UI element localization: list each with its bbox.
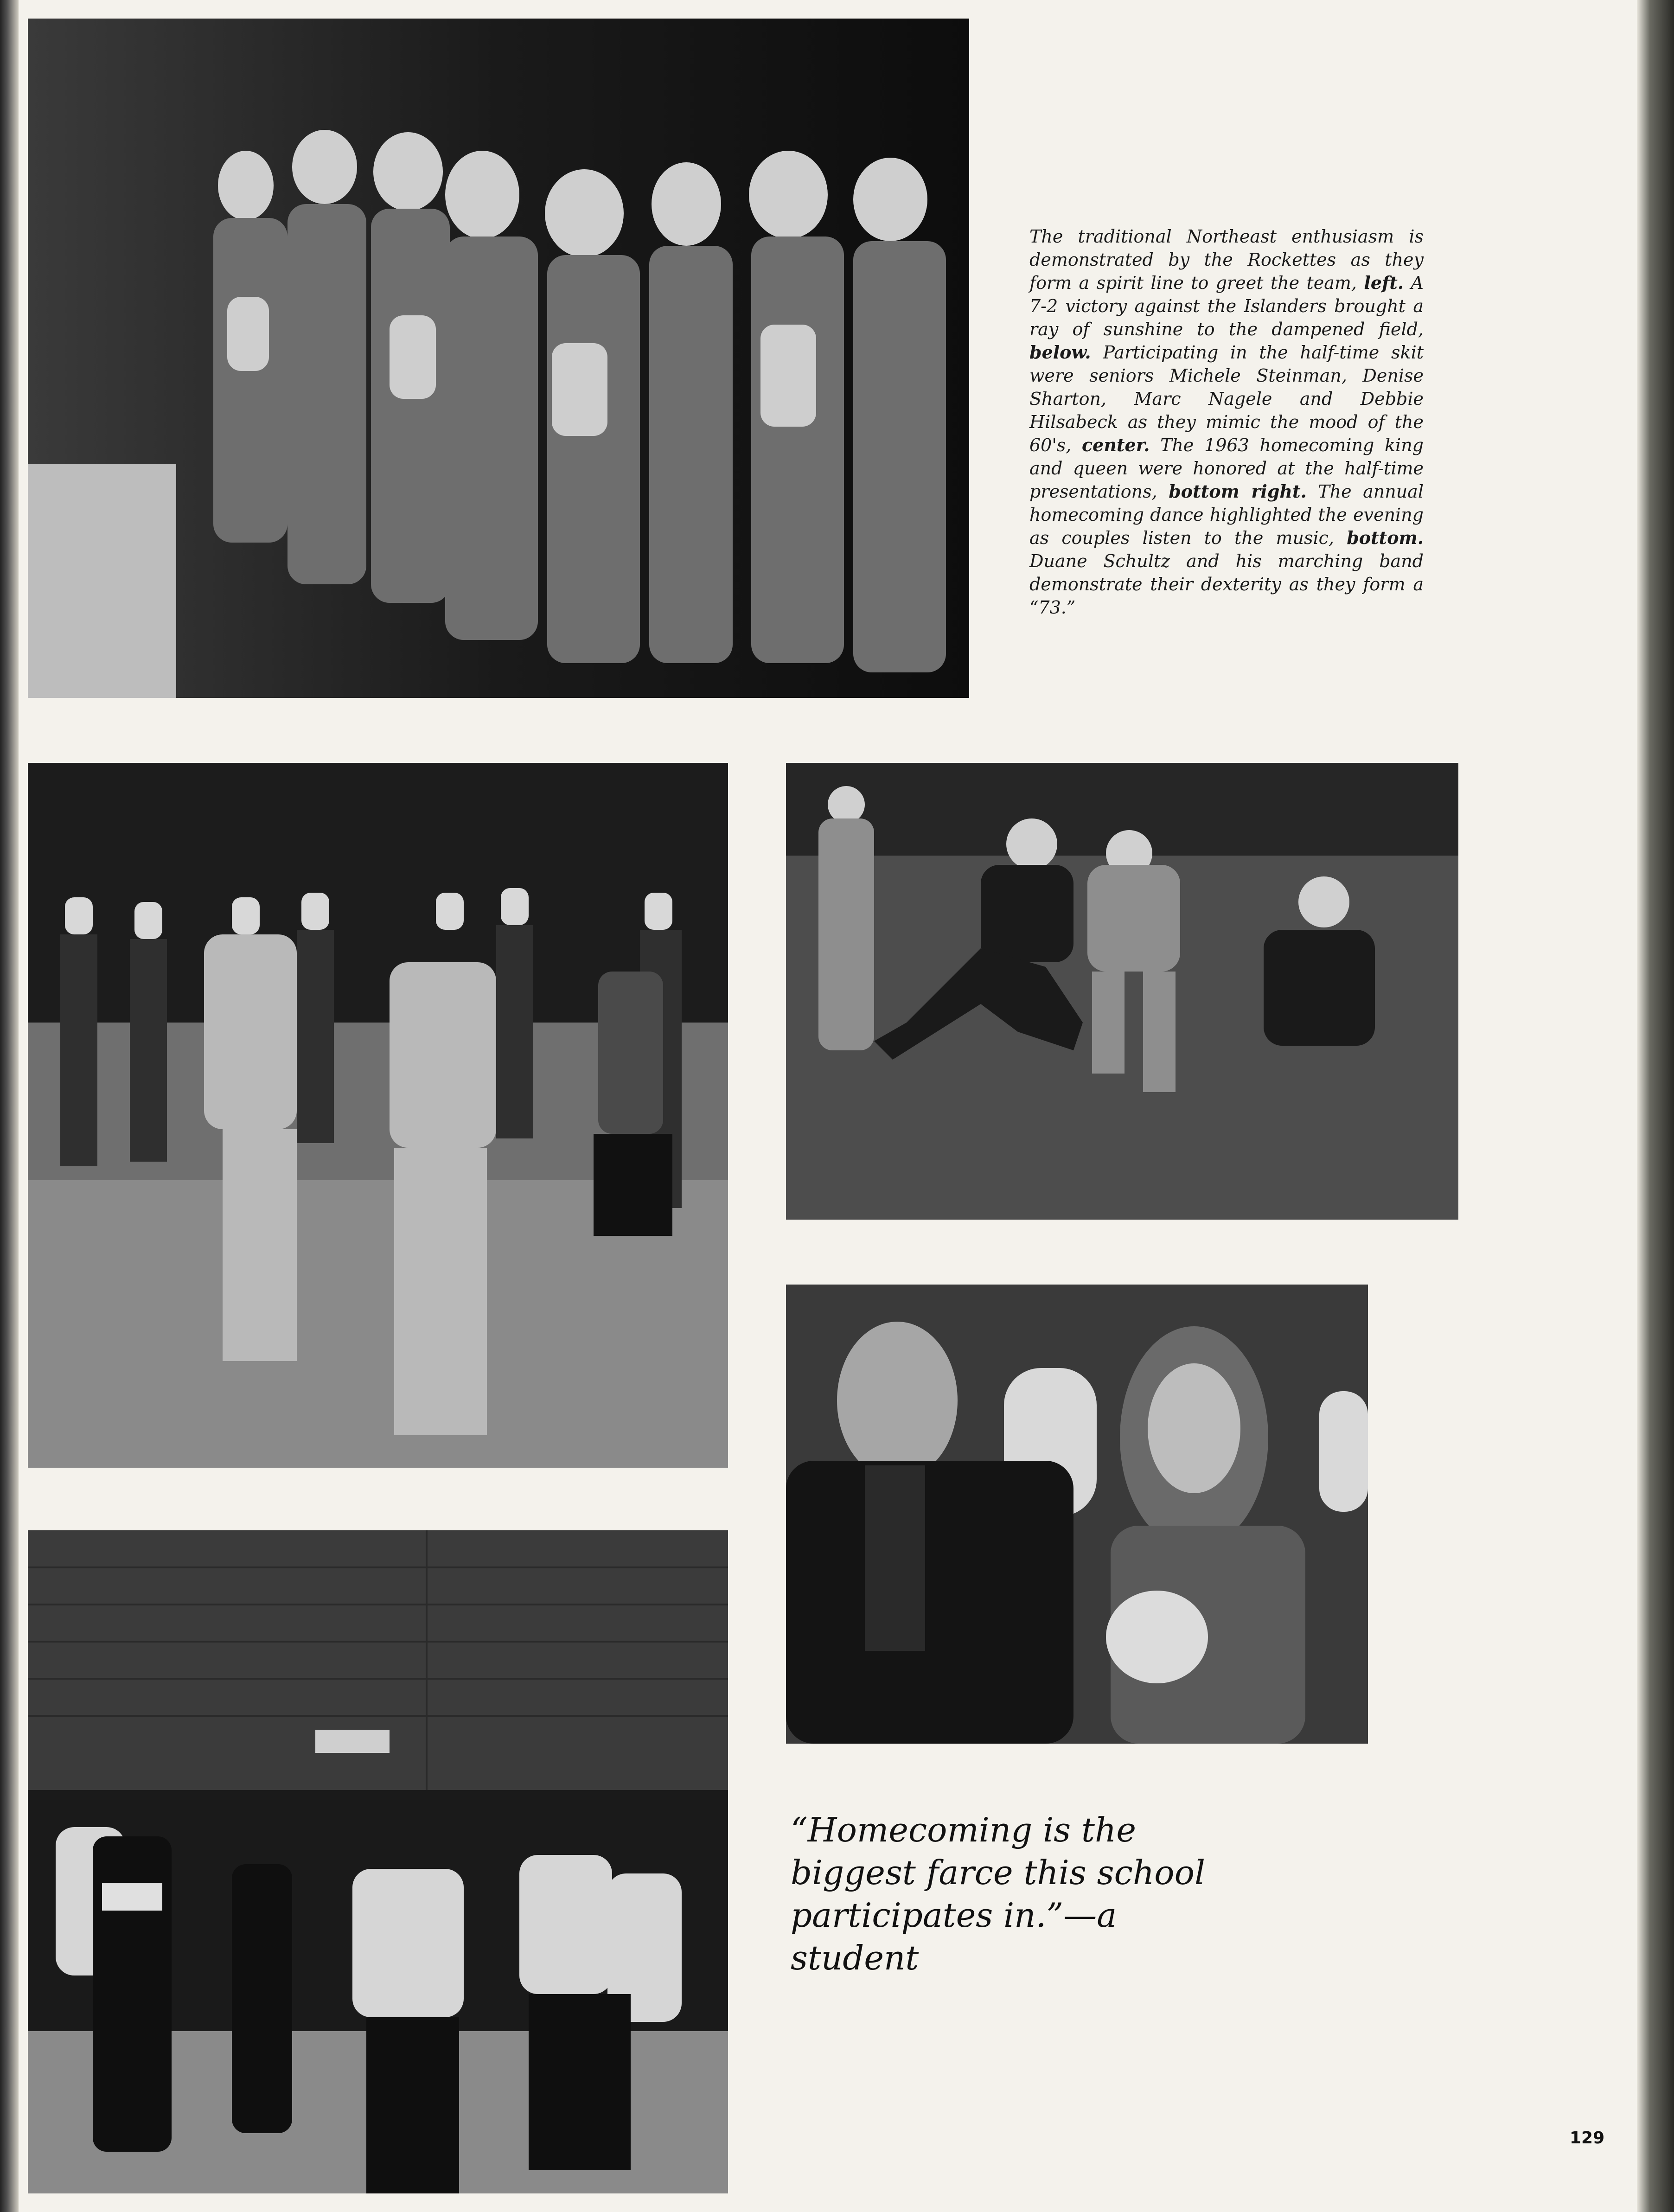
- caption-ref-bottom: bottom.: [1347, 527, 1424, 548]
- caption-ref-left: left.: [1364, 272, 1404, 293]
- photo-football-game: [786, 763, 1458, 1220]
- caption-text-1: The traditional Northeast enthusiasm is demonstrated by the Rockettes as they form a spirit line to greet the team,: [1029, 226, 1424, 293]
- pull-quote: “Homecoming is the biggest farce this school participates in.”—a student: [791, 1810, 1206, 1977]
- caption-text-4: The 1963 homecoming king and queen were honored at the half-time presentations,: [1029, 435, 1424, 502]
- caption-text-3: Participating in the half-time skit were seniors Michele Steinman, Denise Sharton, Marc Nagele and Debbie Hilsabeck as they mimic the mood of the 60's,: [1029, 342, 1424, 455]
- photo-homecoming-king-queen: [786, 1285, 1368, 1744]
- caption-ref-bottom-right: bottom right.: [1169, 481, 1307, 502]
- binding-edge-left: [0, 0, 19, 2212]
- caption-ref-below: below.: [1029, 342, 1091, 363]
- page-number: 129: [1570, 2129, 1605, 2148]
- page-edge-right: [1637, 0, 1674, 2212]
- caption-ref-center: center.: [1082, 435, 1150, 455]
- caption-text-5: The annual homecoming dance highlighted the evening as couples listen to the music,: [1029, 481, 1424, 548]
- caption-text-2: A 7-2 victory against the Islanders brought a ray of sunshine to the dampened field,: [1029, 273, 1424, 339]
- caption-text-6: Duane Schultz and his marching band demonstrate their dexterity as they form a “73.”: [1029, 551, 1424, 618]
- photo-halftime-skit: [28, 763, 728, 1468]
- photo-caption: [1029, 225, 1424, 619]
- photo-rockettes-spirit-line: [28, 19, 969, 698]
- photo-homecoming-dance: [28, 1530, 728, 2193]
